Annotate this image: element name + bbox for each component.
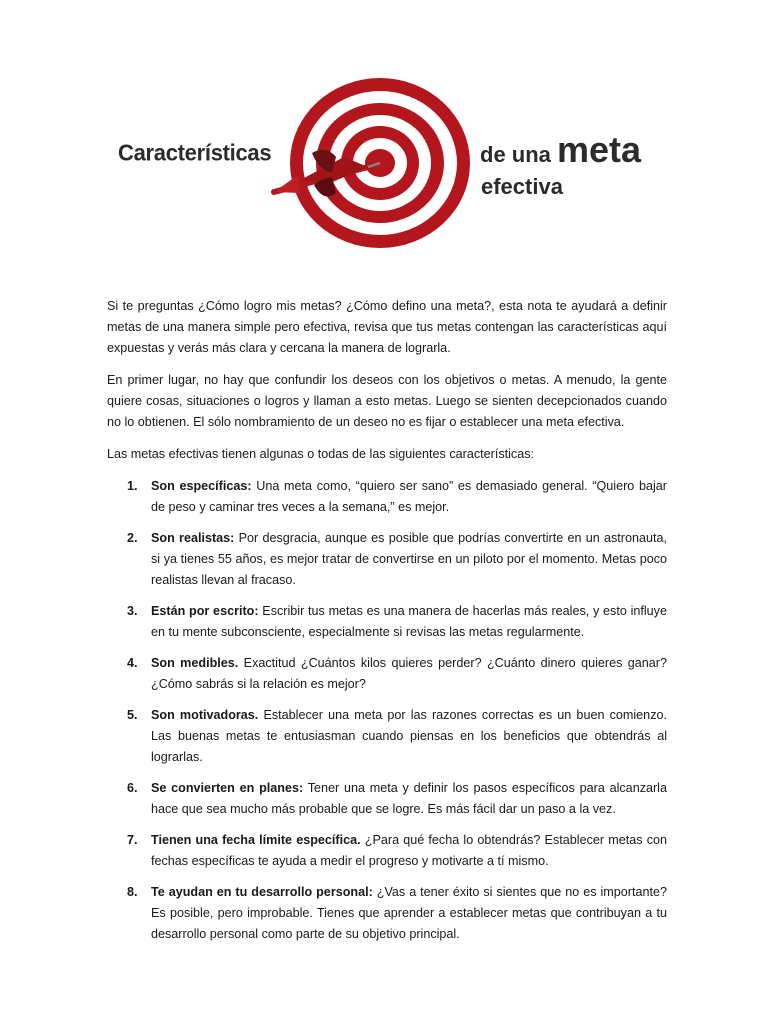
list-item-number: 7. (127, 833, 138, 847)
list-item-text: Una meta como, “quiero ser sano” es demasiado general. “Quiero bajar de peso y caminar tres veces a la semana,” es mejor. (151, 479, 667, 514)
intro-paragraph-2: En primer lugar, no hay que confundir los deseos con los objetivos o metas. A menudo, la gente quiere cosas, situaciones o logros y llaman a esto metas. Luego se sienten decepcionados cuando no lo obtienen. El sólo nombramiento de un deseo no es fijar o establecer una meta efectiva. (107, 373, 667, 429)
list-item-number: 1. (127, 479, 138, 493)
title-right-line1 (480, 129, 642, 170)
intro-paragraph-1: Si te preguntas ¿Cómo logro mis metas? ¿Cómo defino una meta?, esta nota te ayudará a definir metas de una manera simple pero efectiva, revisa que tus metas contengan las características aquí expuestas y verás más clara y cercana la manera de lograrla. (107, 299, 667, 355)
title-right-line2: efectiva (481, 174, 563, 199)
list-item (107, 882, 667, 945)
dartboard-with-dart-icon (270, 75, 480, 250)
list-item-number: 4. (127, 656, 138, 670)
document-header (0, 0, 768, 270)
list-item-number: 5. (127, 708, 138, 722)
list-item (107, 528, 667, 591)
title-left: Características (118, 139, 272, 166)
list-item-term: Tienen una fecha límite específica. (151, 833, 361, 847)
list-item-number: 8. (127, 885, 138, 899)
list-item-text: Por desgracia, aunque es posible que podrías convertirte en un astronauta, si ya tienes 55 años, es mejor tratar de convertirse en un piloto por el momento. Metas poco realistas llevan al fracaso. (151, 531, 668, 587)
list-item-text: Tener una meta y definir los pasos específicos para alcanzarla hace que sea mucho más probable que se logre. Es más fácil dar un paso a la vez. (151, 781, 667, 816)
list-item-term: Son medibles. (151, 656, 239, 670)
characteristics-list (107, 476, 667, 945)
list-item-text: Escribir tus metas es una manera de hacerlas más reales, y esto influye en tu mente subconsciente, especialmente si revisas las metas regularmente. (151, 604, 667, 639)
list-item (107, 653, 667, 695)
intro-paragraph-3: Las metas efectivas tienen algunas o todas de las siguientes características: (107, 447, 535, 461)
list-item-term: Te ayudan en tu desarrollo personal: (151, 885, 373, 899)
list-item-term: Son motivadoras. (151, 708, 259, 722)
list-item-term: Son específicas: (151, 479, 252, 493)
list-item-text: ¿Para qué fecha lo obtendrás? Establecer metas con fechas específicas te ayuda a medir el progreso y motivarte a tí mismo. (151, 833, 667, 868)
list-item-text: ¿Vas a tener éxito si sientes que no es importante? Es posible, pero improbable. Tienes que aprender a establecer metas que contribuyan a tu desarrollo personal como parte de su objetivo principal. (151, 885, 667, 941)
list-item (107, 830, 667, 872)
list-item-term: Están por escrito: (151, 604, 259, 618)
list-item-text: Establecer una meta por las razones correctas es un buen comienzo. Las buenas metas te entusiasman cuando piensas en los beneficios que obtendrás al lograrlas. (151, 708, 667, 764)
title-right-prefix: de una (480, 142, 558, 167)
list-item (107, 601, 667, 643)
list-item-number: 3. (127, 604, 138, 618)
list-item (107, 705, 667, 768)
list-item-number: 2. (127, 531, 138, 545)
document-body (107, 296, 667, 955)
list-item (107, 476, 667, 518)
list-item-text: Exactitud ¿Cuántos kilos quieres perder? ¿Cuánto dinero quieres ganar? ¿Cómo sabrás si la relación es mejor? (151, 656, 667, 691)
title-right-emphasis: meta (557, 129, 642, 170)
list-item-number: 6. (127, 781, 138, 795)
list-item-term: Son realistas: (151, 531, 235, 545)
list-item-term: Se convierten en planes: (151, 781, 304, 795)
list-item (107, 778, 667, 820)
